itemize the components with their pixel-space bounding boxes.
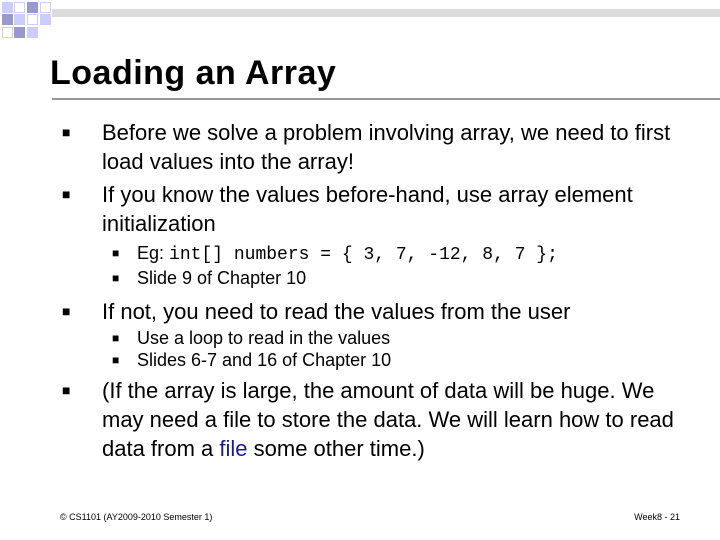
top-bar <box>52 9 720 17</box>
bullet-text <box>102 376 682 463</box>
bullet-text-part: (If the array is large, the amount of data will be huge. We may need a file to store the data. We will learn how to read data from a <box>102 378 674 461</box>
slide-title: Loading an Array <box>50 54 337 92</box>
square-bullet-icon: ■ <box>62 382 71 398</box>
bullet-text: Before we solve a problem involving array, we need to first load values into the array! <box>102 120 671 174</box>
square-bullet-icon: ■ <box>112 353 120 367</box>
title-divider <box>52 98 720 100</box>
sub-bullet-text: Use a loop to read in the values <box>137 328 391 348</box>
square-bullet-icon: ■ <box>112 271 120 285</box>
square-bullet-icon: ■ <box>62 124 71 140</box>
bullet-text-part: some other time.) <box>247 436 425 461</box>
square-bullet-icon: ■ <box>62 303 71 319</box>
square-bullet-icon: ■ <box>62 186 71 202</box>
footer-page-number: Week8 - 21 <box>634 512 680 522</box>
footer-copyright: © CS1101 (AY2009-2010 Semester 1) <box>60 512 213 522</box>
example-label: Eg: <box>137 243 170 263</box>
bullet-text: If you know the values before-hand, use array element initialization <box>102 182 633 236</box>
sub-bullet-text: Slide 9 of Chapter 10 <box>137 268 307 288</box>
sub-bullet-text: Slides 6-7 and 16 of Chapter 10 <box>137 350 392 370</box>
file-link[interactable]: file <box>219 436 248 461</box>
square-bullet-icon: ■ <box>112 331 120 345</box>
example-code: int[] numbers = { 3, 7, -12, 8, 7 }; <box>169 245 558 265</box>
square-bullet-icon: ■ <box>112 246 120 260</box>
bullet-text: If not, you need to read the values from the user <box>102 299 571 324</box>
